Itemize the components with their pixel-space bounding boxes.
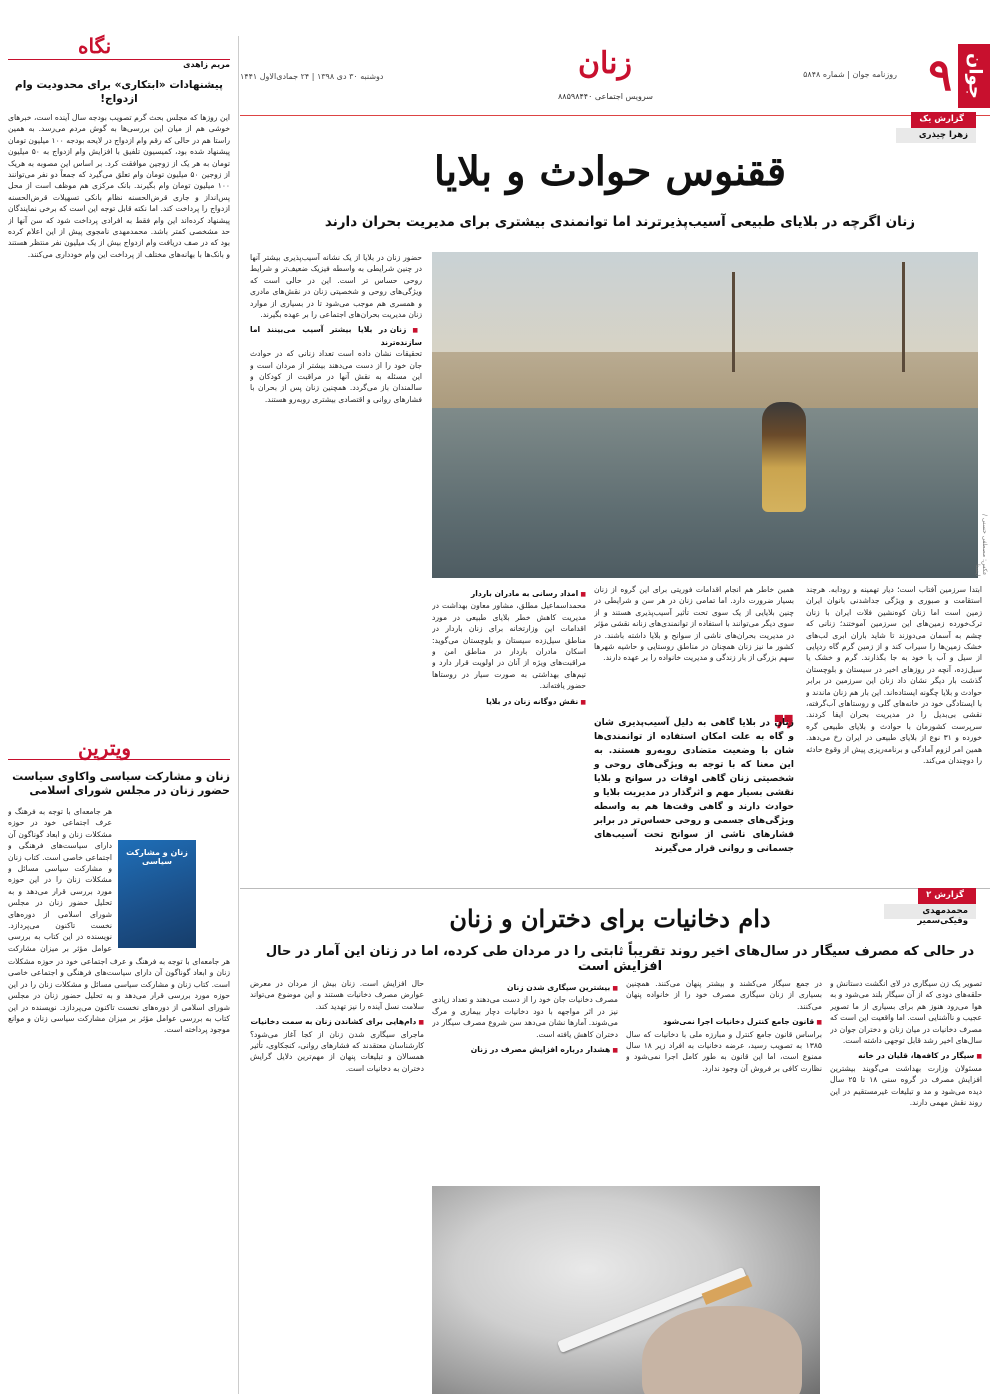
report2-col1-text: تصویر یک زن سیگاری در لای انگشت دستانش و حلقه‌های دودی که از آن سیگار بلند می‌شود و به هوا می‌رود هنوز هم برای بسیاری از ما تصویر عجیب و ناآشنایی است. اما واقعیت این است که مصرف دخانیات در میان زنان و دختران جوان در سال‌های اخیر رشد قابل توجهی داشته است. [830, 979, 982, 1046]
report1-subhead: زنان اگرچه در بلایای طبیعی آسیب‌پذیرترند اما توانمندی بیشتری برای مدیریت بحران دارند [324, 214, 916, 230]
page-number: ۹ [928, 50, 952, 101]
report1-column-4 [250, 252, 422, 884]
report2-col3-subhead-2: ■ هشدار درباره افزایش مصرف در زنان [432, 1044, 618, 1056]
report2-col2-text: در جمع سیگار می‌کشند و بیشتر پنهان می‌کنند. همچنین بسیاری از زنان سیگاری مصرف خود را از خانواده پنهان می‌کنند. [626, 979, 822, 1011]
issue-date: دوشنبه ۳۰ دی ۱۳۹۸ | ۲۴ جمادی‌الاول ۱۴۴۱ [240, 72, 384, 81]
photo-pole [902, 262, 905, 372]
sidebar-body-text: این روزها که مجلس بحث گرم تصویب بودجه سال آینده است، خبرهای خوشی هم از میان این بررسی‌ها به گوش مردم می‌رسد. به همین راستا هم در حالی که رقم وام ازدواج در لایحه بودجه ۱۰۰ میلیون تومان پیشنهاد شده بود، کمیسیون تلفیق با افزایش وام ازدواج به ۵۰ میلیون تومان به هر یک از زوجین موافقت کرد. بر اساس این مصوبه به هریک از زوجین ۵۰ میلیون تومان وام تعلق می‌گیرد که جمعاً دو نفر می‌توانند ۱۰۰ میلیون تومان وام بگیرند. بانک مرکزی هم موظف است از محل پس‌انداز و جاری قرض‌الحسنه نظام بانکی تسهیلات قرض‌الحسنه ازدواج را پرداخت کند. اما نکته قابل توجه این است که برخی نمایندگان پیشنهاد کرده‌اند این وام فقط به افرادی پرداخت شود که سن آنها از حد مشخصی کمتر باشد. محمدمهدی نامجوی پیش از این اعلام کرده بود که در صف دریافت وام ازدواج بیش از یک میلیون نفر منتظر هستند و بانک‌ها با بهانه‌های مختلف از پرداخت این وام خودداری می‌کنند. [8, 113, 230, 259]
report1-col4-subhead: ■ زنان در بلایا بیشتر آسیب می‌بینند اما سازنده‌ترند [250, 324, 422, 348]
sidebar-section-head [8, 34, 230, 60]
report2-subhead: در حالی که مصرف سیگار در سال‌های اخیر روند تقریباً ثابتی را در مردان طی کرده، اما در زنان این آمار در حال افزایش است [265, 944, 975, 974]
book-cover-title: زنان و مشارکت سیاسی [126, 848, 188, 866]
photo-hand [642, 1306, 802, 1394]
report2-author: محمدمهدی وفیکی‌سمیر [884, 904, 976, 919]
report1-col4-text: حضور زنان در بلایا از یک نشانه آسیب‌پذیری بیشتر آنها در چنین شرایطی به واسطه فیزیک ضعیف‌تر و شرایط روحی حساس تر است. این در حالی است که ویژگی‌های روحی و شخصیتی زنان در نقش‌های مادری و همسری هم موجب می‌شود تا در بسیاری از موارد زنان مدیریت بحران‌های اجتماعی را بر عهده بگیرند. [250, 253, 422, 320]
report1-col2-text: همین خاطر هم انجام اقدامات فوریتی برای این گروه از زنان بسیار ضرورت دارد. اما تمامی زنان در هر سن و شرایطی در چنین بلایایی از یک سوی تحت تأثیر آسیب‌پذیری هستند و از سوی دیگر می‌توانند با استفاده از توانمندی‌های زنانه نقشی مؤثر در مدیریت بحران‌های ناشی از سوانح و بلایا داشته باشند. در کشور ما نیز زنان همچنان در مناطق روستایی و حاشیه شهرها سهم بزرگی از بار زندگی و مدیریت خانواده را بر عهده دارند. [594, 585, 794, 663]
report2-headline[interactable]: دام دخانیات برای دختران و زنان [449, 904, 771, 933]
report2-col3-text: مصرف دخانیات جان خود را از دست می‌دهند و تعداد زیادی نیز در اثر مواجهه با دود دخانیات دچار بیماری و مرگ می‌شوند. آمارها نشان می‌دهد سن شروع مصرف سیگار در دختران کاهش یافته است. [432, 995, 618, 1039]
book-cover [118, 840, 196, 948]
woman-figure [762, 402, 806, 512]
report1-col1-text: ابتدا سرزمین آفتاب است؛ دیار تهمینه و رودابه. هرچند استقامت و صبوری و ویژگی جداشدنی بانوان ایران زمین است اما زنان کوه‌نشین فلات ایران با زنان ترک‌خورده زمین‌های این سرزمین آموختند؛ زنانی که چشم به آسمان می‌دوزند تا شاید باران ابری لب‌های خشک زمین‌ها را سیراب کند و از زمین گرم گاه ردپایی از سیل و آب با خود به جا بگذارند. گرم و خشک یا سیل‌زده، آنچه در روزهای اخیر در سیستان و بلوچستان گذشت بار دیگر نشان داد زنان این سرزمین در برابر حوادث و بلایا چگونه ایستاده‌اند. این بار هم زنان ماندند و با ایستادگی خود در خانه‌های گلی و روستاهای آب‌گرفته، نقشی بی‌بدیل را در مدیریت بحران ایفا کردند. سرپرست کشورمان با حوادث و بلایای طبیعی گره خورده و ۳۱ نوع از بلایای طبیعی در ایران رخ می‌دهد. همین امر لزوم آمادگی و برنامه‌ریزی پیش از وقوع حادثه را دوچندان می‌کند. [806, 585, 982, 766]
report2-col4-subhead: ■ دام‌هایی برای کشاندن زنان به سمت دخانیات [250, 1016, 424, 1028]
report1-col3-text: محمداسماعیل مطلق، مشاور معاون بهداشت در مدیریت کاهش خطر بلایای طبیعی در مورد اقدامات این وزارتخانه برای زنان باردار در مناطق سیل‌زده سیستان و بلوچستان می‌گوید: اسکان مادران باردار در مناطق امن و مراقبت‌های ویژه از آنان در اولویت قرار دارد و تیم‌های بهداشتی به صورت سیار در روستاها حضور یافته‌اند. [432, 601, 586, 691]
report1-col3-subhead-1: ■ امداد رسانی به مادران باردار [432, 588, 586, 600]
report1-tag: گزارش یک [911, 112, 976, 128]
flood-photo [432, 252, 978, 578]
report2-tag: گزارش ۲ [918, 888, 976, 904]
sidebar-body [8, 112, 230, 732]
issue-meta: روزنامه جوان | شماره ۵۸۴۸ [803, 70, 897, 79]
report2-col4-text: حال افزایش است. زنان بیش از مردان در معرض عوارض مصرف دخانیات هستند و این موضوع می‌تواند سلامت نسل آینده را نیز تهدید کند. [250, 979, 424, 1011]
newspaper-logo: جوان [958, 44, 990, 108]
photo-pole [732, 272, 735, 372]
report2-col1-subhead: ■ سیگار در کافه‌ها، قلیان در خانه [830, 1050, 982, 1062]
quote-mark-icon: ❞ [772, 708, 796, 754]
books-section-head [8, 736, 230, 760]
report1-column-2 [594, 584, 794, 708]
report2-col2b-text: براساس قانون جامع کنترل و مبارزه ملی با دخانیات که سال ۱۳۸۵ به تصویب رسید، عرضه دخانیات به افراد زیر ۱۸ سال ممنوع است، اما این قانون به طور کامل اجرا نمی‌شود و نظارت کافی بر فروش آن وجود ندارد. [626, 1029, 822, 1073]
report1-column-3 [432, 584, 586, 884]
report2-column-3 [432, 978, 618, 1178]
pull-quote: زنان در بلایا گاهی به دلیل آسیب‌پذیری شان و گاه به علت امکان استفاده از توانمندی‌ها شان با وضعیت متضادی روبه‌رو هستند. به این معنا که با توجه به ویژگی‌های روحی و شخصیتی زنان گاهی اوقات در سوانح و بلایا نقشی بسیار مهم و اثرگذار در مدیریت بلایا و حوادث دارند و گاهی وقت‌ها هم به واسطه ویژگی‌های جسمی و روحی حساس‌تر در برابر فشارهای ناشی از سوانح تحت آسیب‌های جسمانی و روانی قرار می‌گیرند [594, 718, 794, 854]
smoking-photo [432, 1186, 820, 1394]
report1-column-1 [806, 584, 982, 884]
books-section-title: ویترین [78, 736, 132, 760]
sidebar-section-title: نگاه [78, 34, 112, 58]
book-body-text-continued: هر جامعه‌ای با توجه به فرهنگ و عرف اجتماعی خود در حوزه مشکلات زنان و ابعاد گوناگون آن دارای سیاست‌های فرهنگی و اجتماعی خاصی است. کتاب زنان و مشارکت سیاسی مسائل و مشکلات زنان را در این حوزه مورد بررسی قرار می‌دهد و به تحلیل حضور زنان در مجلس شورای اسلامی از دوره‌های نخست تاکنون می‌پردازد. نویسنده در این کتاب به بررسی عوامل مؤثر بر میزان مشارکت سیاسی زنان و موانع موجود پرداخته است. [8, 957, 230, 1035]
report2-col3-subhead-1: ■ بیشترین سیگاری شدن زنان [432, 982, 618, 994]
sidebar-divider [238, 36, 239, 1394]
sidebar-headline[interactable]: پیشنهادات «ابتکاری» برای محدودیت وام ازدواج! [15, 79, 223, 105]
report2-col1b-text: مسئولان وزارت بهداشت می‌گویند بیشترین افزایش مصرف در گروه سنی ۱۸ تا ۲۵ سال دیده می‌شود و مد و تبلیغات غیرمستقیم در این روند نقش مهمی دارند. [830, 1063, 982, 1108]
section-title: زنان [578, 46, 633, 81]
report2-col4b-text: ماجرای سیگاری شدن زنان از کجا آغاز می‌شود؟ کارشناسان معتقدند که فشارهای روانی، کنجکاوی، تأثیر همسالان و تبلیغات پنهان از مهم‌ترین دلایل گرایش دختران به دخانیات است. [250, 1029, 424, 1073]
book-headline[interactable]: زنان و مشارکت سیاسی واکاوی سیاست حضور زنان در مجلس شورای اسلامی [12, 770, 230, 797]
book-body-text: هر جامعه‌ای با توجه به فرهنگ و عرف اجتماعی خود در حوزه مشکلات زنان و ابعاد گوناگون آن دارای سیاست‌های فرهنگی و اجتماعی خاصی است. کتاب زنان و مشارکت سیاسی مسائل و مشکلات زنان را در این حوزه مورد بررسی قرار می‌دهد و به تحلیل حضور زنان در مجلس شورای اسلامی از دوره‌های نخست تاکنون می‌پردازد. نویسنده در این کتاب به بررسی عوامل مؤثر بر میزان مشارکت [8, 807, 112, 953]
report1-headline[interactable]: ققنوس حوادث و بلایا [433, 148, 787, 195]
report2-column-1 [830, 978, 982, 1388]
book-body-start [8, 806, 112, 956]
section-service: سرویس اجتماعی ۸۸۵۹۸۴۴۰ [558, 92, 653, 101]
report1-author: زهرا چیذری [896, 128, 976, 143]
masthead [240, 36, 990, 116]
report2-column-2 [626, 978, 822, 1178]
photo-water [432, 408, 978, 578]
report1-col3-subhead-2: ■ نقش دوگانه زنان در بلایا [432, 696, 586, 708]
sidebar-author: مریم زاهدی [183, 60, 230, 69]
report2-col2-subhead: ■ قانون جامع کنترل دخانیات اجرا نمی‌شود [626, 1016, 822, 1028]
book-body-continued [8, 956, 230, 1388]
report2-column-4 [250, 978, 424, 1388]
report1-col4b-text: تحقیقات نشان داده است تعداد زنانی که در حوادث جان خود را از دست می‌دهند بیشتر از مردان است و این مسئله به نقش آنها در مراقبت از کودکان و سالمندان باز می‌گردد. همچنین زنان پس از بحران با فشارهای روانی و اقتصادی بیشتری روبه‌رو هستند. [250, 349, 422, 404]
photo-credit: عکس: مصطفی حسنی / ایسنا [974, 514, 988, 576]
section-divider [240, 888, 990, 889]
